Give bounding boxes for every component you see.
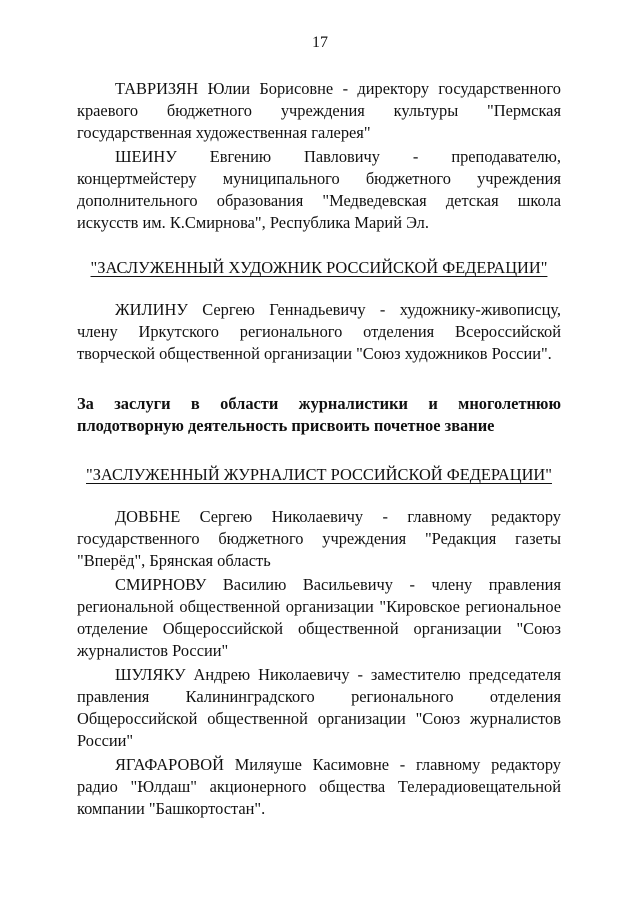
decree-line: плодотворную деятельность присвоить почетное звание [77,416,495,435]
award-entry: СМИРНОВУ Василию Васильевичу - члену правления региональной общественной организации "Кировское региональное отделение Общероссийской общественной организации "Союз журналистов России" [77,575,561,660]
award-entry: ЖИЛИНУ Сергею Геннадьевичу - художнику-живописцу, члену Иркутского регионального отделения Всероссийской творческой общественной организации "Союз художников России". [77,300,561,363]
award-title-heading: "ЗАСЛУЖЕННЫЙ ЖУРНАЛИСТ РОССИЙСКОЙ ФЕДЕРАЦИИ" [86,465,552,484]
award-entry: ШУЛЯКУ Андрею Николаевичу - заместителю председателя правления Калининградского регионального отделения Общероссийской общественной организации "Союз журналистов России" [77,665,561,750]
award-entry: ТАВРИЗЯН Юлии Борисовне - директору государственного краевого бюджетного учреждения культуры "Пермская государственная художественная галерея" [77,79,561,142]
page-number: 17 [312,34,328,51]
award-entry: ДОВБНЕ Сергею Николаевичу - главному редактору государственного бюджетного учреждения "Редакция газеты "Вперёд", Брянская область [77,507,561,570]
decree-line: За заслуги в области журналистики и многолетнюю [77,394,561,413]
document-body [77,78,561,820]
award-title-heading: "ЗАСЛУЖЕННЫЙ ХУДОЖНИК РОССИЙСКОЙ ФЕДЕРАЦИИ" [90,258,548,277]
decree-paragraph [77,393,561,437]
award-entry: ШЕИНУ Евгению Павловичу - преподавателю, концертмейстеру муниципального бюджетного учреждения дополнительного образования "Медведевская детская школа искусств им. К.Смирнова", Республика Марий Эл. [77,147,561,232]
award-entry: ЯГАФАРОВОЙ Миляуше Касимовне - главному редактору радио "Юлдаш" акционерного общества Телерадиовещательной компании "Башкортостан". [77,755,561,818]
